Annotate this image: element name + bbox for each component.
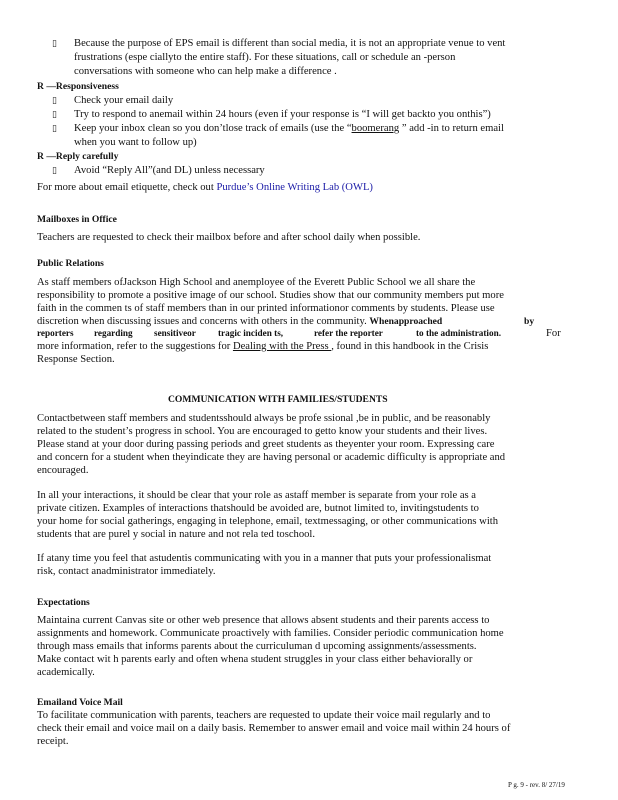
text-line: Teachers are requested to check their mailbox before and after school daily when possible. — [37, 232, 421, 243]
text-segment: sensitiveor — [154, 328, 196, 338]
email-voice-mail-heading: Emailand Voice Mail — [37, 697, 123, 708]
owl-link[interactable]: Purdue’s Online Writing Lab (OWL) — [216, 182, 373, 193]
boomerang-link[interactable]: boomerang — [351, 123, 400, 134]
text-line: Response Section. — [37, 354, 115, 365]
bullet-icon: ▯ — [52, 165, 57, 175]
page-footer: P g. 9 - rev. 8/ 27/19 — [508, 781, 565, 789]
reply-heading: R —Reply carefully — [37, 151, 119, 162]
text-segment: discretion when discussing issues and concerns with others in the community. — [37, 316, 367, 327]
text-line: receipt. — [37, 736, 69, 747]
text-segment: Keep your inbox clean so you don’tlose track of emails (use the “ — [74, 123, 352, 134]
list-item — [74, 122, 504, 135]
text-segment: For — [546, 328, 561, 339]
text-line: and concern for a student when theyindicate they are having personal or academic difficulty is appropriate and — [37, 452, 506, 463]
text-line: when you want to follow up) — [74, 137, 197, 148]
list-item: Try to respond to anemail within 24 hours (even if your response is “I will get backto you onthis”) — [74, 109, 491, 120]
public-relations-heading: Public Relations — [37, 258, 104, 269]
responsiveness-heading: R —Responsiveness — [37, 81, 119, 92]
bullet-icon: ▯ — [52, 123, 57, 133]
text-line: related to the student’s progress in school. You are encouraged to getto know your students and their lives. — [37, 426, 488, 437]
text-segment: , found in this handbook in the Crisis — [331, 341, 489, 352]
text-line: Contactbetween staff members and studentsshould always be profe ssional ,be in public, and be reasonably — [37, 413, 491, 424]
text-segment: Whenapproached — [369, 316, 443, 327]
text-segment: to the administration. — [416, 328, 501, 338]
list-item: Avoid “Reply All”(and DL) unless necessary — [74, 165, 265, 176]
text-segment: regarding — [94, 328, 133, 338]
text-segment: refer the reporter — [314, 328, 383, 338]
dealing-with-press-link[interactable]: Dealing with the Press — [232, 341, 332, 352]
text-line: conversations with someone who can help make a difference . — [74, 66, 337, 77]
text-line: Please stand at your door during passing periods and greet students as theyenter your room. Expressing care — [37, 439, 495, 450]
text-segment: reporters — [37, 328, 74, 338]
text-line: your home for social gatherings, engaging in telephone, email, textmessaging, or other communications with — [37, 516, 499, 527]
text-line: In all your interactions, it should be clear that your role as astaff member is separate from your role as a — [37, 490, 476, 501]
text-segment: For more about email etiquette, check out — [37, 182, 217, 193]
text-segment: by — [524, 316, 535, 327]
text-line: encouraged. — [37, 465, 89, 476]
text-line: assignments and homework. Communicate proactively with families. Consider periodic communication home — [37, 628, 504, 639]
text-line: responsibility to promote a positive image of our school. Studies show that our community members put more — [37, 290, 504, 301]
text-line — [37, 340, 488, 353]
text-line: Because the purpose of EPS email is different than social media, it is not an appropriate venue to vent — [74, 38, 506, 49]
text-line: risk, contact anadministrator immediately. — [37, 566, 216, 577]
text-line: through mass emails that informs parents about the curriculuman d upcoming assignments/assessments. — [37, 641, 477, 652]
bullet-icon: ▯ — [52, 95, 57, 105]
mailboxes-heading: Mailboxes in Office — [37, 214, 117, 225]
text-segment: tragic inciden ts, — [218, 328, 284, 338]
bullet-icon: ▯ — [52, 38, 57, 48]
text-line: frustrations (espe ciallyto the entire staff). For these situations, call or schedule an -person — [74, 52, 456, 63]
text-line: students that are purel y social in nature and not rela ted toschool. — [37, 529, 316, 540]
section-title: COMMUNICATION WITH FAMILIES/STUDENTS — [168, 394, 388, 405]
text-line: faith in the commen ts of staff members than in our printed informationor comments by students. Please use — [37, 303, 495, 314]
text-line: check their email and voice mail on a daily basis. Remember to answer email and voice mail within 24 hours of — [37, 723, 511, 734]
text-segment: more information, refer to the suggestions for — [37, 341, 233, 352]
list-item: Check your email daily — [74, 95, 174, 106]
text-line: private citizen. Examples of interactions thatshould be avoided are, butnot limited to, invitingstudents to — [37, 503, 479, 514]
text-line: Make contact wit h parents early and often whena student struggles in your class either behaviorally or — [37, 654, 473, 665]
text-line: academically. — [37, 667, 95, 678]
text-line: As staff members ofJackson High School and anemployee of the Everett Public School we all share the — [37, 277, 476, 288]
text-line: To facilitate communication with parents, teachers are requested to update their voice mail regularly and to — [37, 710, 491, 721]
text-line — [37, 181, 373, 194]
text-segment: ” add -in to return email — [399, 123, 504, 134]
bullet-icon: ▯ — [52, 109, 57, 119]
text-line: If atany time you feel that astudentis communicating with you in a manner that puts your professionalismat — [37, 553, 492, 564]
expectations-heading: Expectations — [37, 597, 90, 608]
text-line: Maintaina current Canvas site or other web presence that allows absent students and their parents access to — [37, 615, 490, 626]
